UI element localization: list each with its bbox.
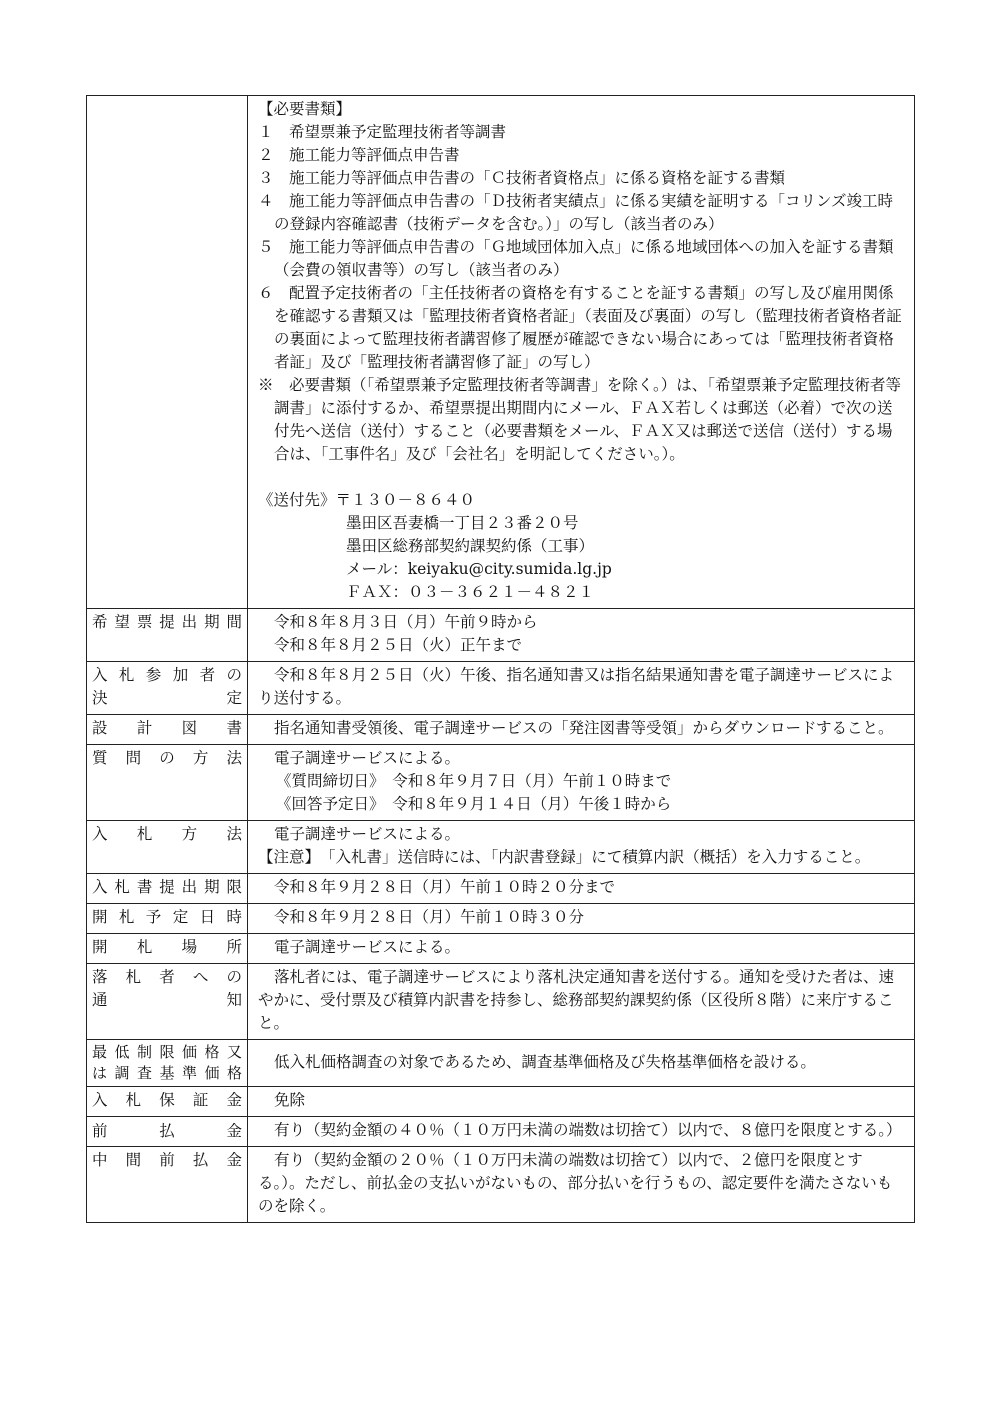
- questions-method: 電子調達サービスによる。: [274, 749, 461, 767]
- opening-date-text: 令和８年９月２８日（月）午前１０時３０分: [274, 908, 585, 926]
- row-value: [248, 1147, 915, 1223]
- list-item: ２ 施工能力等評価点申告書: [258, 146, 460, 164]
- row-label: 質 問 の 方 法: [87, 745, 248, 821]
- drawings-text: 指名通知書受領後、電子調達サービスの「発注図書等受領」からダウンロードすること。: [274, 719, 894, 737]
- decision-text: 令和８年８月２５日（火）午後、指名通知書又は指名結果通知書を電子調達サービスにより送付する。: [258, 666, 895, 707]
- row-label: 開 札 場 所: [87, 934, 248, 964]
- row-label: 中間前払金: [87, 1147, 248, 1223]
- row-label-line: 最低制限価格又: [92, 1043, 242, 1061]
- row-label-line: 落札者への: [92, 968, 242, 986]
- table-row: [87, 715, 915, 745]
- min-price-text: 低入札価格調査の対象であるため、調査基準価格及び失格基準価格を設ける。: [274, 1052, 816, 1071]
- bid-method-note: 【注意】 「入札書」送信時には、「内訳書登録」にて積算内訳（概括）を入力すること。: [258, 848, 871, 866]
- table-row: [87, 874, 915, 904]
- row-label: 開札予定日時: [87, 904, 248, 934]
- table-row: [87, 964, 915, 1040]
- row-label-line: 入札参加者の: [92, 666, 242, 684]
- required-documents-heading: 【必要書類】: [258, 100, 352, 118]
- table-row: [87, 662, 915, 715]
- address-heading: [258, 489, 906, 512]
- list-item: １ 希望票兼予定監理技術者等調書: [258, 123, 507, 141]
- advance-text: 有り（契約金額の４０％（１０万円未満の端数は切捨て）以内で、８億円を限度とする。）: [274, 1121, 902, 1139]
- table-row: [87, 1147, 915, 1223]
- address-line: 墨田区総務部契約課契約係（工事）: [346, 537, 595, 555]
- address-line: メール：keiyaku@city.sumida.lg.jp: [346, 560, 612, 578]
- documents-note: ※ 必要書類（「希望票兼予定監理技術者等調書」を除く。）は、「希望票兼予定監理技術者等調書」に添付するか、希望票提出期間内にメール、ＦＡＸ若しくは郵送（必着）で次の送付先へ送信（送付）すること（必要書類をメール、ＦＡＸ又は郵送で送信（送付）する場合は、「工事件名」及び「会社名」を明記してください。）。: [258, 376, 901, 463]
- row-value: [248, 745, 915, 821]
- spacer: [258, 466, 906, 489]
- row-value: [248, 1040, 915, 1087]
- list-item: ５ 施工能力等評価点申告書の「Ｇ地域団体加入点」に係る地域団体への加入を証する書類（会費の領収書等）の写し（該当者のみ）: [258, 238, 894, 279]
- row-label-line: は調査基準価格: [92, 1064, 242, 1082]
- row-value: [248, 821, 915, 874]
- deposit-text: 免除: [274, 1091, 306, 1109]
- table-row: [87, 821, 915, 874]
- table-row: [87, 1087, 915, 1117]
- list-item: ４ 施工能力等評価点申告書の「Ｄ技術者実績点」に係る実績を証明する「コリンズ竣工時の登録内容確認書（技術データを含む。）」の写し（該当者のみ）: [258, 192, 894, 233]
- address-line: 墨田区吾妻橋一丁目２３番２０号: [346, 514, 579, 532]
- postal-code: 〒１３０－８６４０: [335, 491, 476, 509]
- row-label: 設 計 図 書: [87, 715, 248, 745]
- row-value: [248, 609, 915, 662]
- address-line: ＦＡＸ：０３－３６２１－４８２１: [346, 583, 595, 601]
- period-end: 令和８年８月２５日（火）正午まで: [274, 636, 523, 654]
- row-value: [248, 662, 915, 715]
- row-label-line: 通 知: [92, 991, 242, 1009]
- row-value: [248, 1087, 915, 1117]
- list-item: ３ 施工能力等評価点申告書の「Ｃ技術者資格点」に係る資格を証する書類: [258, 169, 786, 187]
- row-value: [248, 964, 915, 1040]
- required-documents-cell: [248, 96, 915, 609]
- deadline-text: 令和８年９月２８日（月）午前１０時２０分まで: [274, 878, 616, 896]
- list-item: ６ 配置予定技術者の「主任技術者の資格を有することを証する書類」の写し及び雇用関係を確認する書類又は「監理技術者資格者証」（表面及び裏面）の写し（監理技術者資格者証の裏面によって監理技術者講習修了履歴が確認できない場合にあっては「監理技術者資格者証」及び「監理技術者講習修了証」の写し）: [258, 284, 902, 371]
- answers-date: 《回答予定日》 令和８年９月１４日（月）午後１時から: [276, 795, 672, 813]
- period-start: 令和８年８月３日（月）午前９時から: [274, 613, 538, 631]
- row-value: [248, 874, 915, 904]
- row-label: [87, 964, 248, 1040]
- table-row: [87, 904, 915, 934]
- questions-deadline: 《質問締切日》 令和８年９月７日（月）午前１０時まで: [276, 772, 672, 790]
- row-label: [87, 662, 248, 715]
- row-value: [248, 715, 915, 745]
- table-row: [87, 745, 915, 821]
- bid-conditions-table: [86, 95, 915, 1223]
- bid-method-text: 電子調達サービスによる。: [274, 825, 461, 843]
- row-label-empty: [87, 96, 248, 609]
- opening-place-text: 電子調達サービスによる。: [274, 938, 461, 956]
- table-row: [87, 1040, 915, 1087]
- row-label: 希望票提出期間: [87, 609, 248, 662]
- row-label: 前 払 金: [87, 1117, 248, 1147]
- table-row: [87, 96, 915, 609]
- row-label: 入札書提出期限: [87, 874, 248, 904]
- table-row: [87, 934, 915, 964]
- row-value: [248, 934, 915, 964]
- row-label: [87, 1040, 248, 1087]
- mid-advance-text: 有り（契約金額の２０％（１０万円未満の端数は切捨て）以内で、２億円を限度とする。）。ただし、前払金の支払いがないもの、部分払いを行うもの、認定要件を満たさないものを除く。: [258, 1151, 893, 1215]
- row-label: 入札保証金: [87, 1087, 248, 1117]
- row-label-line: 決 定: [92, 689, 242, 707]
- address-label: 《送付先》: [258, 491, 336, 509]
- row-label: 入 札 方 法: [87, 821, 248, 874]
- notice-text: 落札者には、電子調達サービスにより落札決定通知書を送付する。通知を受けた者は、速やかに、受付票及び積算内訳書を持参し、総務部契約課契約係（区役所８階）に来庁すること。: [258, 968, 895, 1032]
- row-value: [248, 904, 915, 934]
- row-value: [248, 1117, 915, 1147]
- table-row: [87, 609, 915, 662]
- table-row: [87, 1117, 915, 1147]
